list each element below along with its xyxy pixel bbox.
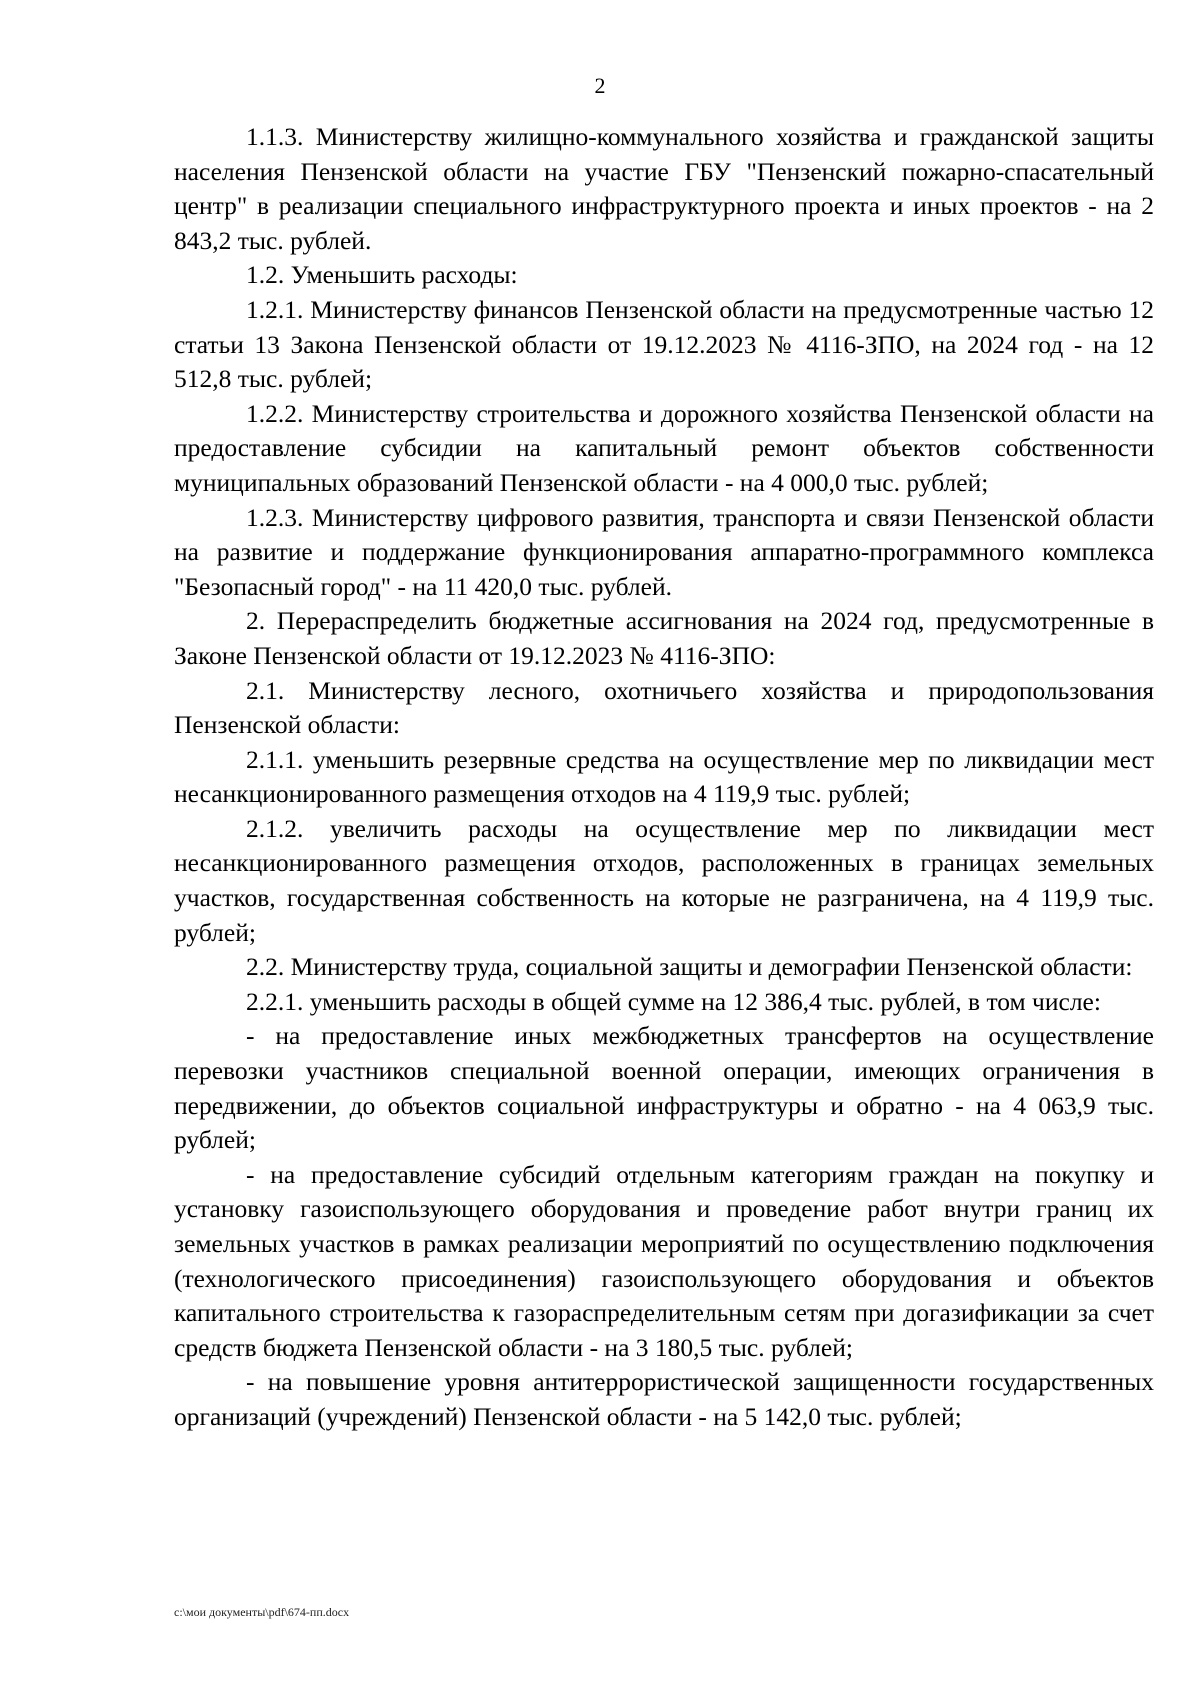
page-number: 2 <box>594 73 606 98</box>
document-body <box>174 120 1154 1435</box>
paragraph-2-2-1: 2.2.1. уменьшить расходы в общей сумме на 12 386,4 тыс. рублей, в том числе: <box>246 986 1101 1016</box>
list-item-gasification: - на предоставление субсидий отдельным категориям граждан на покупку и установку газоиспользующего оборудования и проведение работ внутри границ их земельных участков в рамках реализации мероприятий по осуществлению подключения (технологического присоединения) газоиспользующего оборудования и объектов капитального строительства к газораспределительным сетям при догазификации за счет средств бюджета Пензенской области - на 3 180,5 тыс. рублей; <box>174 1159 1154 1362</box>
paragraph-2-1-2: 2.1.2. увеличить расходы на осуществление мер по ликвидации мест несанкционированного размещения отходов, расположенных в границах земельных участков, государственная собственность на которые не разграничена, на 4 119,9 тыс. рублей; <box>174 813 1154 947</box>
list-item-antiterror: - на повышение уровня антитеррористической защищенности государственных организаций (учреждений) Пензенской области - на 5 142,0 тыс. рублей; <box>174 1367 1154 1431</box>
paragraph-1-2-2: 1.2.2. Министерству строительства и дорожного хозяйства Пензенской области на предоставление субсидии на капитальный ремонт объектов собственности муниципальных образований Пензенской области - на 4 000,0 тыс. рублей; <box>174 398 1154 497</box>
paragraph-2-1: 2.1. Министерству лесного, охотничьего хозяйства и природопользования Пензенской области: <box>174 675 1154 740</box>
footer-file-path: c:\мои документы\pdf\674-пп.docx <box>174 1605 350 1619</box>
paragraph-1-1-3: 1.1.3. Министерству жилищно-коммунального хозяйства и гражданской защиты населения Пензенской области на участие ГБУ "Пензенский пожарно-спасательный центр" в реализации специального инфраструктурного проекта и иных проектов - на 2 843,2 тыс. рублей. <box>174 122 1154 255</box>
paragraph-2-2: 2.2. Министерству труда, социальной защиты и демографии Пензенской области: <box>246 952 1133 982</box>
paragraph-1-2-3: 1.2.3. Министерству цифрового развития, транспорта и связи Пензенской области на развитие и поддержание функционирования аппаратно-программного комплекса "Безопасный город" - на 11 420,0 тыс. рублей. <box>174 502 1154 601</box>
paragraph-1-2-1: 1.2.1. Министерству финансов Пензенской области на предусмотренные частью 12 статьи 13 Закона Пензенской области от 19.12.2023 № 4116-ЗПО, на 2024 год - на 12 512,8 тыс. рублей; <box>174 294 1154 394</box>
paragraph-2: 2. Перераспределить бюджетные ассигнования на 2024 год, предусмотренные в Законе Пензенской области от 19.12.2023 № 4116-ЗПО: <box>174 606 1154 670</box>
paragraph-2-1-1: 2.1.1. уменьшить резервные средства на осуществление мер по ликвидации мест несанкционированного размещения отходов на 4 119,9 тыс. рублей; <box>174 744 1154 809</box>
paragraph-1-2: 1.2. Уменьшить расходы: <box>246 260 518 290</box>
list-item-transfers: - на предоставление иных межбюджетных трансфертов на осуществление перевозки участников специальной военной операции, имеющих ограничения в передвижении, до объектов социальной инфраструктуры и обратно - на 4 063,9 тыс. рублей; <box>174 1021 1154 1155</box>
